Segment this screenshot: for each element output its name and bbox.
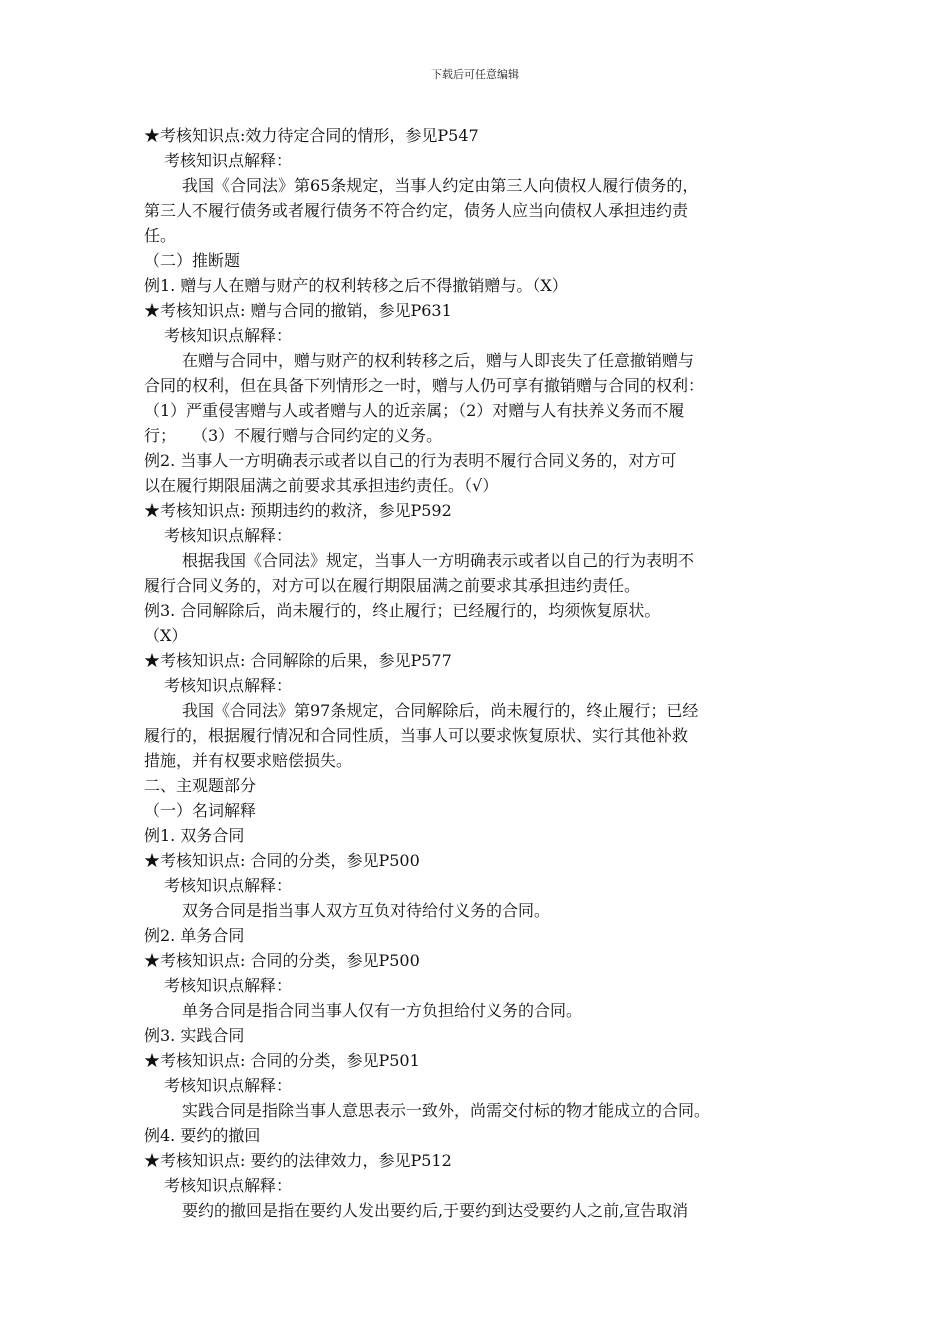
text-line: ★考核知识点: 赠与合同的撤销，参见P631	[144, 301, 452, 320]
text-line: 考核知识点解释：	[164, 676, 293, 695]
text-line: ★考核知识点: 合同的分类，参见P501	[144, 1051, 420, 1070]
text-line: 任。	[144, 226, 177, 245]
text-line: 在赠与合同中，赠与财产的权利转移之后，赠与人即丧失了任意撤销赠与	[182, 351, 695, 370]
text-line: ★考核知识点: 合同的分类，参见P500	[144, 951, 420, 970]
text-line: 考核知识点解释：	[164, 876, 293, 895]
text-line: 例3. 合同解除后，尚未履行的，终止履行；已经履行的，均须恢复原状。	[144, 601, 661, 620]
text-line: 考核知识点解释：	[164, 1076, 293, 1095]
text-line: 我国《合同法》第65条规定，当事人约定由第三人向债权人履行债务的，	[182, 176, 699, 195]
text-line: 二、主观题部分	[144, 776, 257, 795]
text-line: 行； （3）不履行赠与合同约定的义务。	[144, 426, 443, 445]
text-line: （二）推断题	[144, 251, 241, 270]
text-line: 第三人不履行债务或者履行债务不符合约定，债务人应当向债权人承担违约责	[144, 201, 689, 220]
text-line: 考核知识点解释：	[164, 326, 293, 345]
text-line: 例2. 当事人一方明确表示或者以自己的行为表明不履行合同义务的，对方可	[144, 451, 677, 470]
text-line: 我国《合同法》第97条规定，合同解除后，尚未履行的，终止履行；已经	[182, 701, 699, 720]
text-line: ★考核知识点: 预期违约的救济，参见P592	[144, 501, 452, 520]
text-line: 考核知识点解释：	[164, 526, 293, 545]
text-line: 例4. 要约的撤回	[144, 1126, 261, 1145]
text-line: 例1. 双务合同	[144, 826, 245, 845]
text-line: 例1. 赠与人在赠与财产的权利转移之后不得撤销赠与。（X）	[144, 276, 568, 295]
text-line: ★考核知识点:效力待定合同的情形，参见P547	[144, 126, 479, 145]
text-line: 以在履行期限届满之前要求其承担违约责任。（√）	[144, 476, 499, 495]
text-line: 考核知识点解释：	[164, 976, 293, 995]
text-line: ★考核知识点: 合同解除的后果，参见P577	[144, 651, 452, 670]
text-line: 履行合同义务的，对方可以在履行期限届满之前要求其承担违约责任。	[144, 576, 641, 595]
text-line: 根据我国《合同法》规定，当事人一方明确表示或者以自己的行为表明不	[182, 551, 695, 570]
text-line: 实践合同是指除当事人意思表示一致外，尚需交付标的物才能成立的合同。	[182, 1101, 711, 1120]
text-line: 履行的，根据履行情况和合同性质，当事人可以要求恢复原状、实行其他补救	[144, 726, 689, 745]
document-body	[144, 123, 809, 1223]
text-line: 双务合同是指当事人双方互负对待给付义务的合同。	[182, 901, 551, 920]
text-line: （X）	[144, 626, 188, 645]
text-line: 合同的权利，但在具备下列情形之一时，赠与人仍可享有撤销赠与合同的权利：	[144, 376, 705, 395]
text-line: 措施，并有权要求赔偿损失。	[144, 751, 353, 770]
text-line: 要约的撤回是指在要约人发出要约后,于要约到达受要约人之前,宣告取消	[182, 1201, 689, 1220]
text-line: 单务合同是指合同当事人仅有一方负担给付义务的合同。	[182, 1001, 583, 1020]
text-line: 考核知识点解释：	[164, 1176, 293, 1195]
text-line: 例3. 实践合同	[144, 1026, 245, 1045]
text-line: （一）名词解释	[144, 801, 257, 820]
text-line: ★考核知识点: 要约的法律效力，参见P512	[144, 1151, 452, 1170]
text-line: 例2. 单务合同	[144, 926, 245, 945]
text-line: （1）严重侵害赠与人或者赠与人的近亲属；（2）对赠与人有扶养义务而不履	[144, 401, 685, 420]
page-header: 下载后可任意编辑	[431, 68, 519, 81]
text-line: 考核知识点解释：	[164, 151, 293, 170]
text-line: ★考核知识点: 合同的分类，参见P500	[144, 851, 420, 870]
